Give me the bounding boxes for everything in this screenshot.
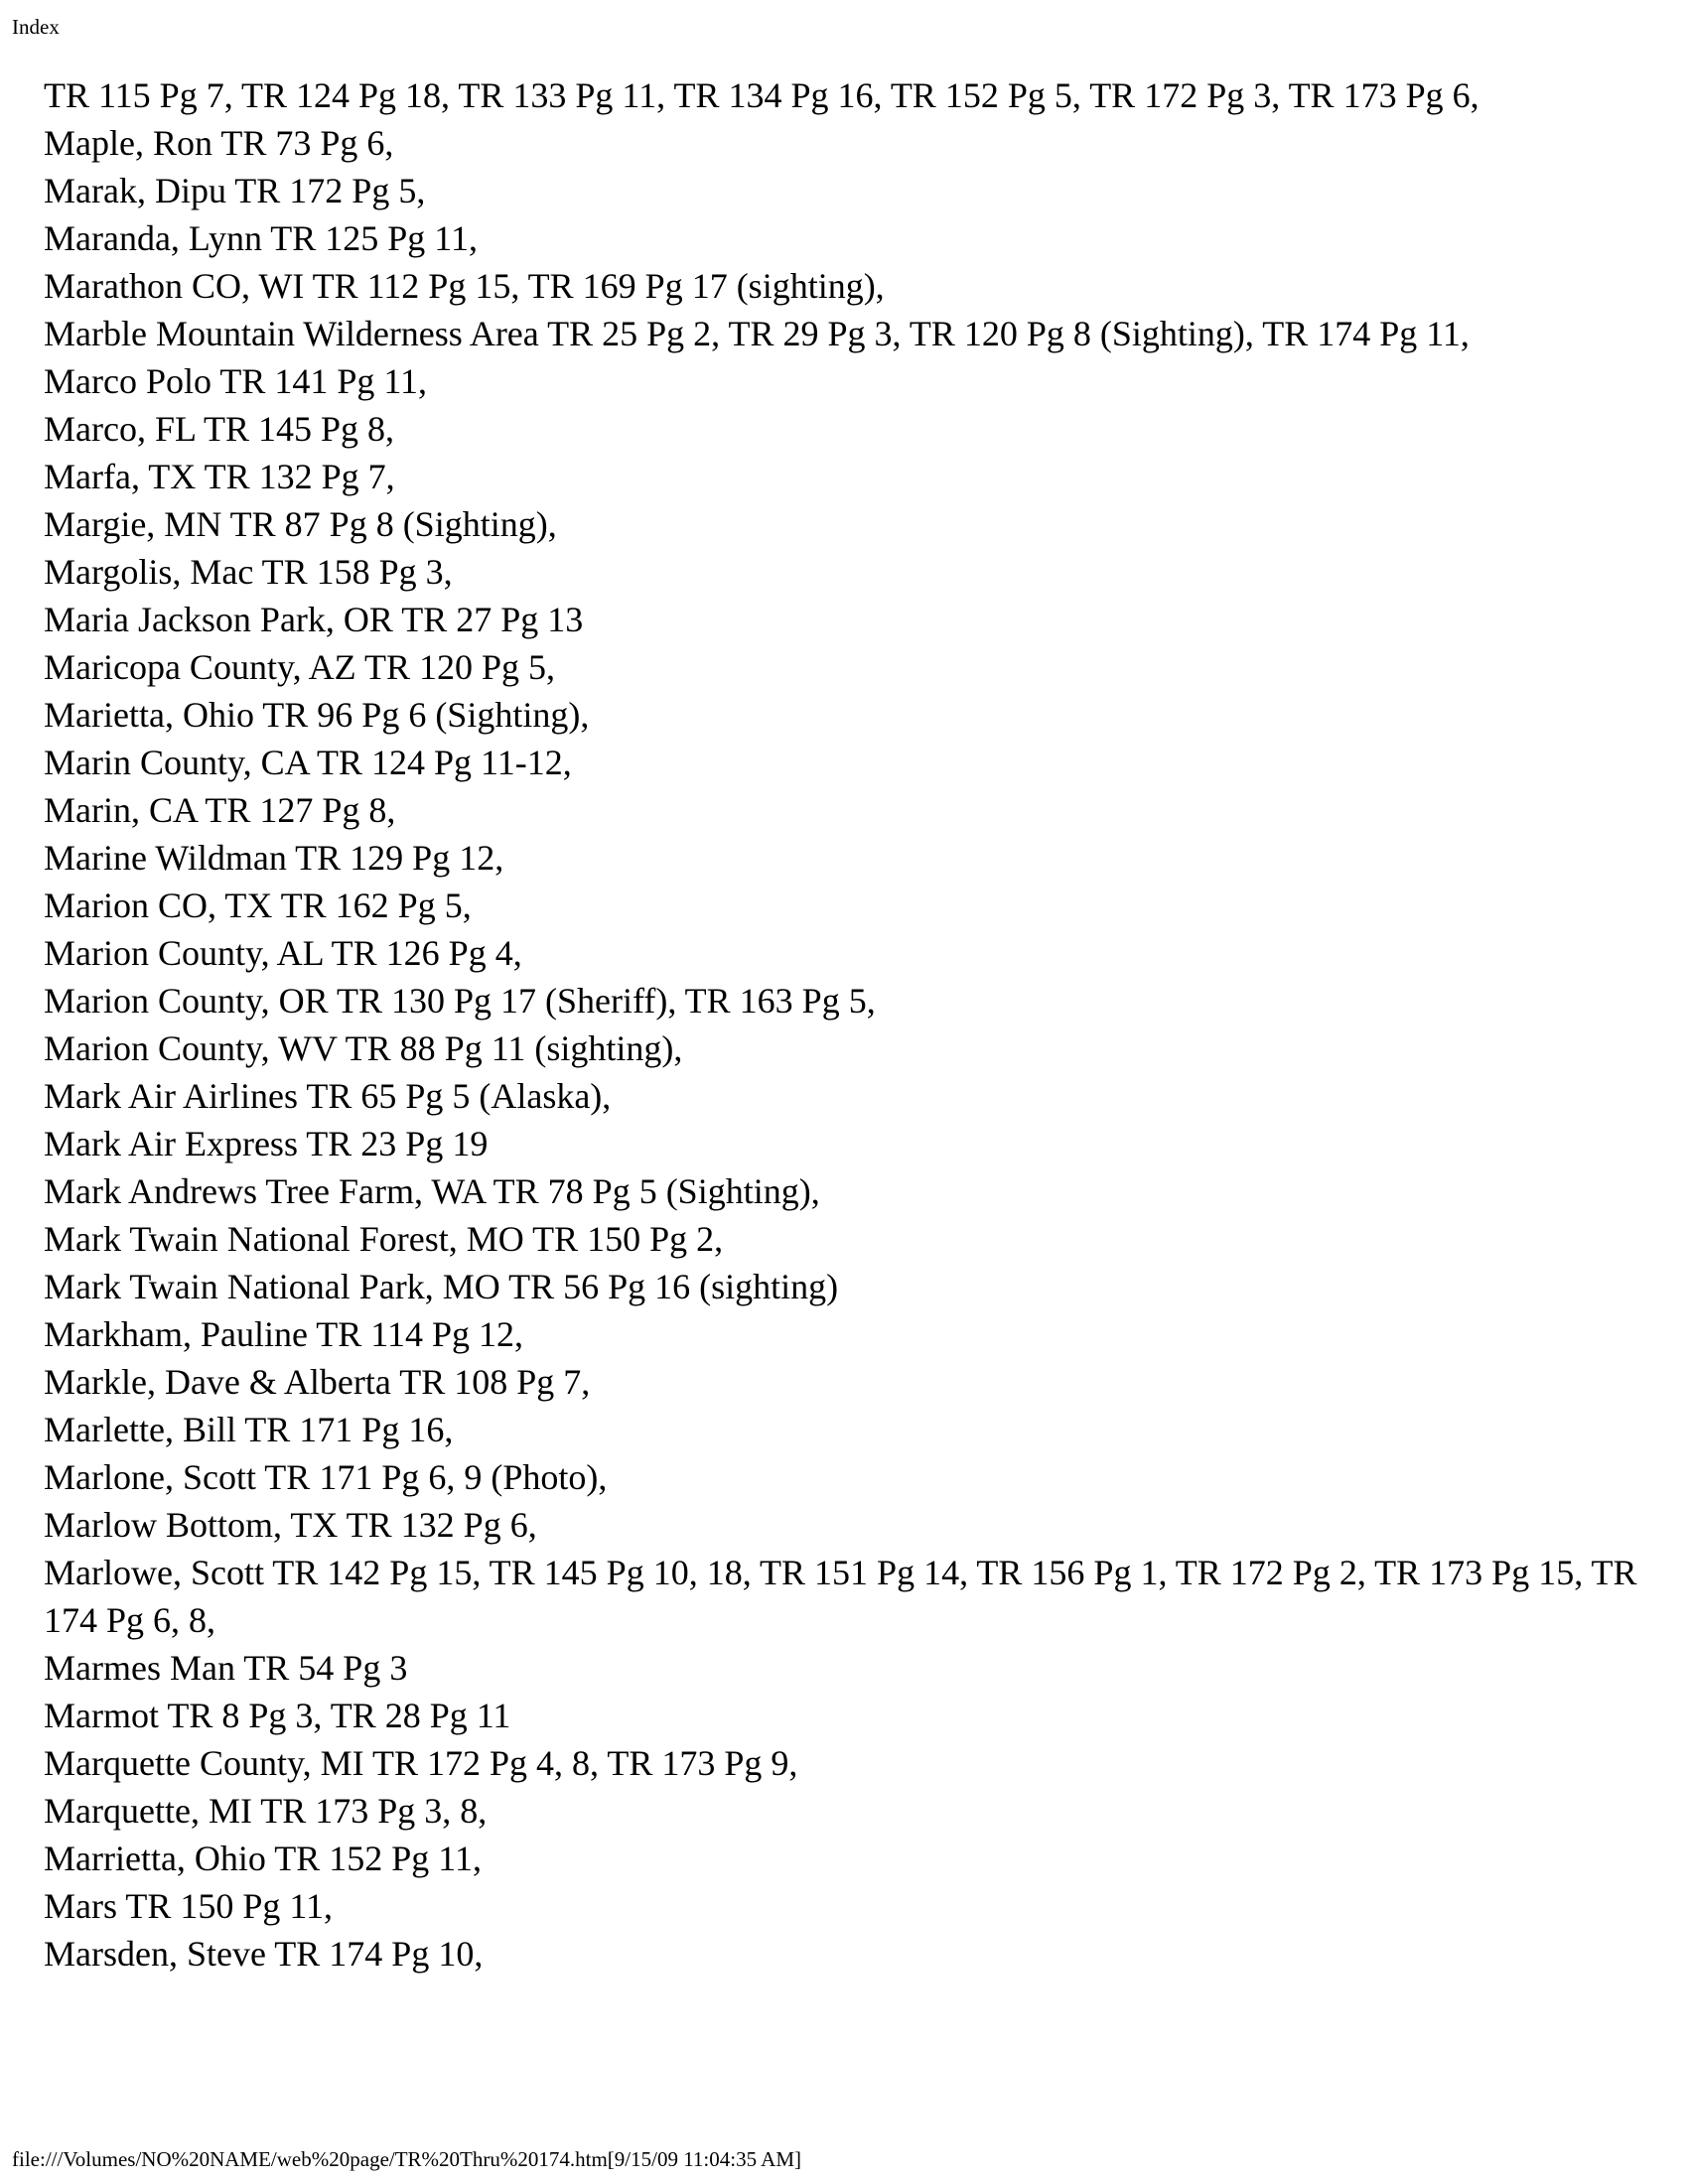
index-entry: Mark Air Airlines TR 65 Pg 5 (Alaska),	[44, 1076, 612, 1116]
index-entry: Marrietta, Ohio TR 152 Pg 11,	[44, 1839, 482, 1878]
index-entry: Mark Andrews Tree Farm, WA TR 78 Pg 5 (Sighting),	[44, 1171, 820, 1211]
index-entry: Marlow Bottom, TX TR 132 Pg 6,	[44, 1505, 537, 1545]
index-entry: Marine Wildman TR 129 Pg 12,	[44, 838, 504, 878]
index-entry: Marin County, CA TR 124 Pg 11-12,	[44, 743, 572, 782]
index-entry: Marmes Man TR 54 Pg 3	[44, 1648, 408, 1688]
index-entry: Maranda, Lynn TR 125 Pg 11,	[44, 218, 478, 258]
index-entry: TR 115 Pg 7, TR 124 Pg 18, TR 133 Pg 11, TR 134 Pg 16, TR 152 Pg 5, TR 172 Pg 3, TR 173 Pg 6,	[44, 75, 1479, 115]
index-list	[44, 71, 1642, 1978]
index-entry: Marble Mountain Wilderness Area TR 25 Pg 2, TR 29 Pg 3, TR 120 Pg 8 (Sighting), TR 174 Pg 11,	[44, 314, 1470, 353]
index-entry: Marco, FL TR 145 Pg 8,	[44, 409, 395, 449]
index-entry: Marin, CA TR 127 Pg 8,	[44, 790, 396, 830]
index-entry: Mark Air Express TR 23 Pg 19	[44, 1124, 489, 1163]
index-entry: Marsden, Steve TR 174 Pg 10,	[44, 1934, 484, 1974]
index-entry: Marlone, Scott TR 171 Pg 6, 9 (Photo),	[44, 1457, 608, 1497]
index-entry: Markham, Pauline TR 114 Pg 12,	[44, 1314, 523, 1354]
index-entry: Marco Polo TR 141 Pg 11,	[44, 361, 428, 401]
index-entry: Marlette, Bill TR 171 Pg 16,	[44, 1410, 454, 1449]
index-entry: Mark Twain National Park, MO TR 56 Pg 16 (sighting)	[44, 1267, 839, 1306]
index-entry: Marmot TR 8 Pg 3, TR 28 Pg 11	[44, 1696, 511, 1735]
index-entry: Marquette County, MI TR 172 Pg 4, 8, TR 173 Pg 9,	[44, 1743, 798, 1783]
page-footer-url: file:///Volumes/NO%20NAME/web%20page/TR%20Thru%20174.htm[9/15/09 11:04:35 AM]	[12, 2147, 802, 2171]
index-entry: Maria Jackson Park, OR TR 27 Pg 13	[44, 600, 584, 639]
index-entry: Margie, MN TR 87 Pg 8 (Sighting),	[44, 504, 557, 544]
index-entry: Marion County, AL TR 126 Pg 4,	[44, 933, 522, 973]
index-entry: Mark Twain National Forest, MO TR 150 Pg 2,	[44, 1219, 724, 1259]
index-entry: Marathon CO, WI TR 112 Pg 15, TR 169 Pg 17 (sighting),	[44, 266, 885, 306]
index-entry: Marlowe, Scott TR 142 Pg 15, TR 145 Pg 10, 18, TR 151 Pg 14, TR 156 Pg 1, TR 172 Pg 2, TR 173 Pg 15, TR 174 Pg 6, 8,	[44, 1553, 1637, 1640]
index-entry: Maricopa County, AZ TR 120 Pg 5,	[44, 647, 555, 687]
index-entry: Marak, Dipu TR 172 Pg 5,	[44, 171, 426, 210]
index-entry: Marfa, TX TR 132 Pg 7,	[44, 457, 395, 496]
index-entry: Maple, Ron TR 73 Pg 6,	[44, 123, 394, 163]
index-entry: Marion County, OR TR 130 Pg 17 (Sheriff), TR 163 Pg 5,	[44, 981, 876, 1021]
index-entry: Markle, Dave & Alberta TR 108 Pg 7,	[44, 1362, 591, 1402]
page-header: Index	[12, 15, 60, 39]
index-entry: Marion CO, TX TR 162 Pg 5,	[44, 886, 472, 925]
index-entry: Marion County, WV TR 88 Pg 11 (sighting),	[44, 1028, 683, 1068]
index-entry: Marquette, MI TR 173 Pg 3, 8,	[44, 1791, 488, 1831]
index-entry: Margolis, Mac TR 158 Pg 3,	[44, 552, 453, 592]
index-entry: Marietta, Ohio TR 96 Pg 6 (Sighting),	[44, 695, 590, 735]
index-entry: Mars TR 150 Pg 11,	[44, 1886, 334, 1926]
